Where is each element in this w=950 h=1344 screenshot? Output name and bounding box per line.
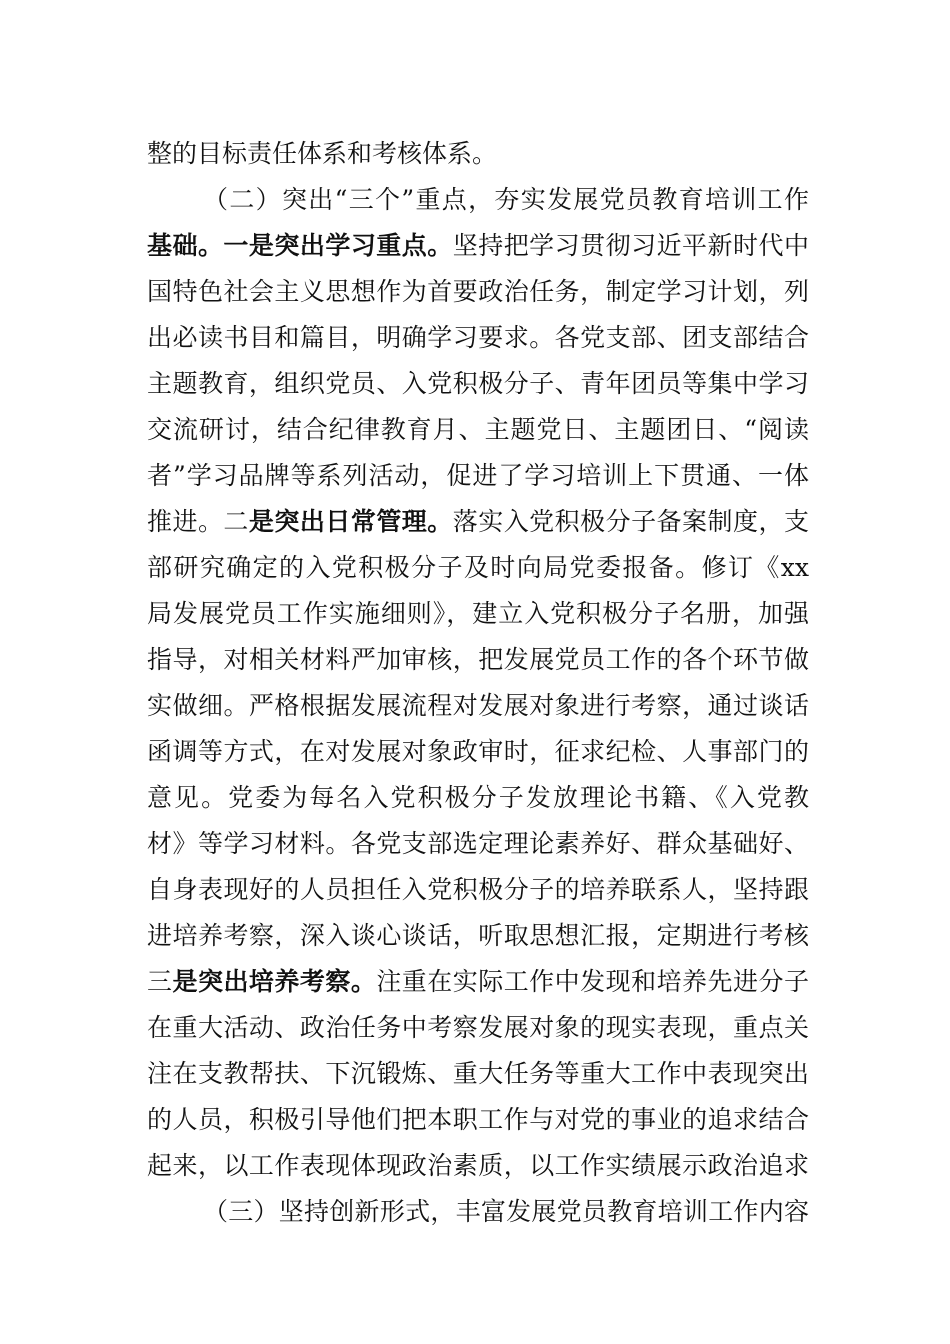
paragraph-line-1 <box>147 131 809 177</box>
text-segment: 注重在实际工作中发现和培养先进分子 <box>376 967 809 996</box>
text-segment: 注在支教帮扶、下沉锻炼、重大任务等重大工作中表现突出 <box>147 1059 809 1088</box>
paragraph-line-20 <box>147 1005 809 1051</box>
paragraph-line-14 <box>147 729 809 775</box>
text-segment: 材》等学习材料。各党支部选定理论素养好、群众基础好、 <box>147 829 809 858</box>
paragraph-line-15 <box>147 775 809 821</box>
paragraph-line-16 <box>147 821 809 867</box>
text-segment: 实做细。严格根据发展流程对发展对象进行考察，通过谈话 <box>147 691 809 720</box>
paragraph-line-6 <box>147 361 809 407</box>
text-segment: 落实入党积极分子备案制度，支 <box>452 507 809 536</box>
text-segment: 进培养考察，深入谈心谈话，听取思想汇报，定期进行考核 <box>147 921 809 950</box>
paragraph-line-4 <box>147 269 809 315</box>
paragraph-line-8 <box>147 453 809 499</box>
paragraph-line-3 <box>147 223 809 269</box>
bold-text-segment: 基础。一是突出学习重点。 <box>147 231 453 260</box>
text-segment: 意见。党委为每名入党积极分子发放理论书籍、《入党教 <box>147 783 809 812</box>
text-segment: 三 <box>147 967 173 996</box>
paragraph-line-18 <box>147 913 809 959</box>
paragraph-line-11 <box>147 591 809 637</box>
text-segment: 交流研讨，结合纪律教育月、主题党日、主题团日、“阅读 <box>147 415 809 444</box>
text-segment: 部研究确定的入党积极分子及时向局党委报备。修订《xx <box>147 553 809 582</box>
text-segment: 的人员，积极引导他们把本职工作与对党的事业的追求结合 <box>147 1105 809 1134</box>
section-heading-three <box>203 1189 809 1235</box>
text-segment: 坚持把学习贯彻习近平新时代中 <box>452 231 809 260</box>
paragraph-line-7 <box>147 407 809 453</box>
text-segment: 指导，对相关材料严加审核，把发展党员工作的各个环节做 <box>147 645 809 674</box>
paragraph-line-9 <box>147 499 809 545</box>
paragraph-line-22 <box>147 1097 809 1143</box>
text-segment: 起来，以工作表现体现政治素质，以工作实绩展示政治追求 <box>147 1151 809 1180</box>
paragraph-line-23 <box>147 1143 809 1189</box>
text-segment: 自身表现好的人员担任入党积极分子的培养联系人，坚持跟 <box>147 875 809 904</box>
paragraph-line-5 <box>147 315 809 361</box>
text-segment: 出必读书目和篇目，明确学习要求。各党支部、团支部结合 <box>147 323 809 352</box>
text-segment: 在重大活动、政治任务中考察发展对象的现实表现，重点关 <box>147 1013 809 1042</box>
text-segment: 者”学习品牌等系列活动，促进了学习培训上下贯通、一体 <box>147 461 809 490</box>
paragraph-line-13 <box>147 683 809 729</box>
text-segment: 推进。二 <box>147 507 249 536</box>
text-segment: 国特色社会主义思想作为首要政治任务，制定学习计划，列 <box>147 277 809 306</box>
paragraph-line-17 <box>147 867 809 913</box>
text-segment: （二）突出“三个”重点，夯实发展党员教育培训工作 <box>203 185 809 214</box>
text-segment: 主题教育，组织党员、入党积极分子、青年团员等集中学习 <box>147 369 809 398</box>
text-segment: （三）坚持创新形式，丰富发展党员教育培训工作内容 <box>203 1197 809 1226</box>
paragraph-line-19 <box>147 959 809 1005</box>
section-heading-two <box>203 177 809 223</box>
text-segment: 局发展党员工作实施细则》，建立入党积极分子名册，加强 <box>147 599 809 628</box>
paragraph-line-12 <box>147 637 809 683</box>
bold-text-segment: 是突出日常管理。 <box>248 507 453 536</box>
paragraph-line-10 <box>147 545 809 591</box>
bold-text-segment: 是突出培养考察。 <box>172 967 377 996</box>
paragraph-line-21 <box>147 1051 809 1097</box>
text-segment: 函调等方式，在对发展对象政审时，征求纪检、人事部门的 <box>147 737 809 766</box>
text-segment: 整的目标责任体系和考核体系。 <box>147 139 498 168</box>
